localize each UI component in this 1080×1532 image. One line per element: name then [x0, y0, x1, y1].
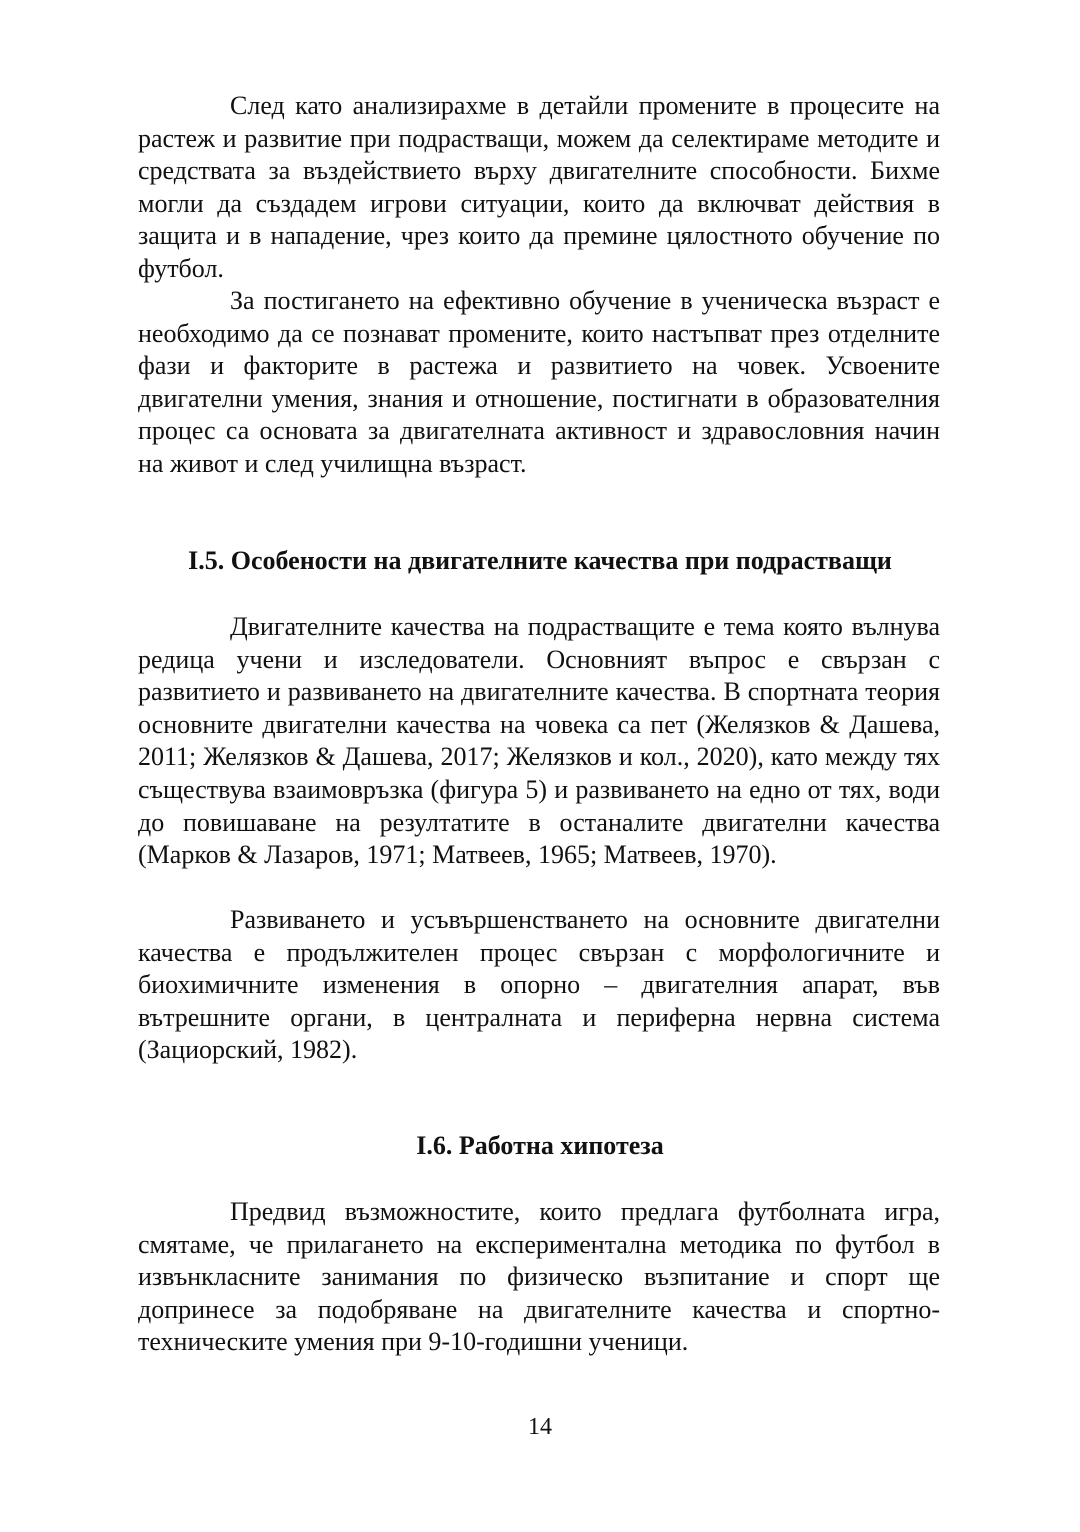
section-5-paragraph-2: Развиването и усъвършенстването на основните двигателни качества е продължителен процес свързан с морфологичните и биохимичните изменения в опорно – двигателния апарат, във вътрешните органи, в централната и периферна нервна система (Зациорский, 1982). — [138, 905, 940, 1065]
page-number: 14 — [528, 1414, 552, 1440]
intro-paragraph-1: След като анализирахме в детайли промените в процесите на растеж и развитие при подрастващи, можем да селектираме методите и средствата за въздействието върху двигателните способности. Бихме могли да създадем игрови ситуации, които да включват действия в защита и в нападение, чрез които да премине цялостното обучение по футбол. — [138, 91, 940, 283]
section-heading-1-6: I.6. Работна хипотеза — [416, 1131, 664, 1160]
intro-paragraph-2: За постигането на ефективно обучение в ученическа възраст е необходимо да се познават промените, които настъпват през отделните фази и факторите в растежа и развитието на човек. Усвоените двигателни умения, знания и отношение, постигнати в образователния процес са основата за двигателната активност и здравословния начин на живот и след училищна възраст. — [138, 286, 940, 478]
section-5-paragraph-1: Двигателните качества на подрастващите е тема която вълнува редица учени и изследователи. Основният въпрос е свързан с развитието и развиването на двигателните качества. В спортната теория основните двигателни качества на човека са пет (Желязков & Дашева, 2011; Желязков & Дашева, 2017; Желязков и кол., 2020), като между тях съществува взаимовръзка (фигура 5) и развиването на едно от тях, води до повишаване на резултатите в останалите двигателни качества (Марков & Лазаров, 1971; Матвеев, 1965; Матвеев, 1970). — [138, 612, 940, 870]
section-heading-1-5: I.5. Особености на двигателните качества при подрастващи — [188, 546, 892, 575]
section-6-paragraph-1: Предвид възможностите, които предлага футболната игра, смятаме, че прилагането на експериментална методика по футбол в извънкласните занимания по физическо възпитание и спорт ще допринесе за подобряване на двигателните качества и спортно-техническите умения при 9-10-годишни ученици. — [138, 1197, 940, 1357]
